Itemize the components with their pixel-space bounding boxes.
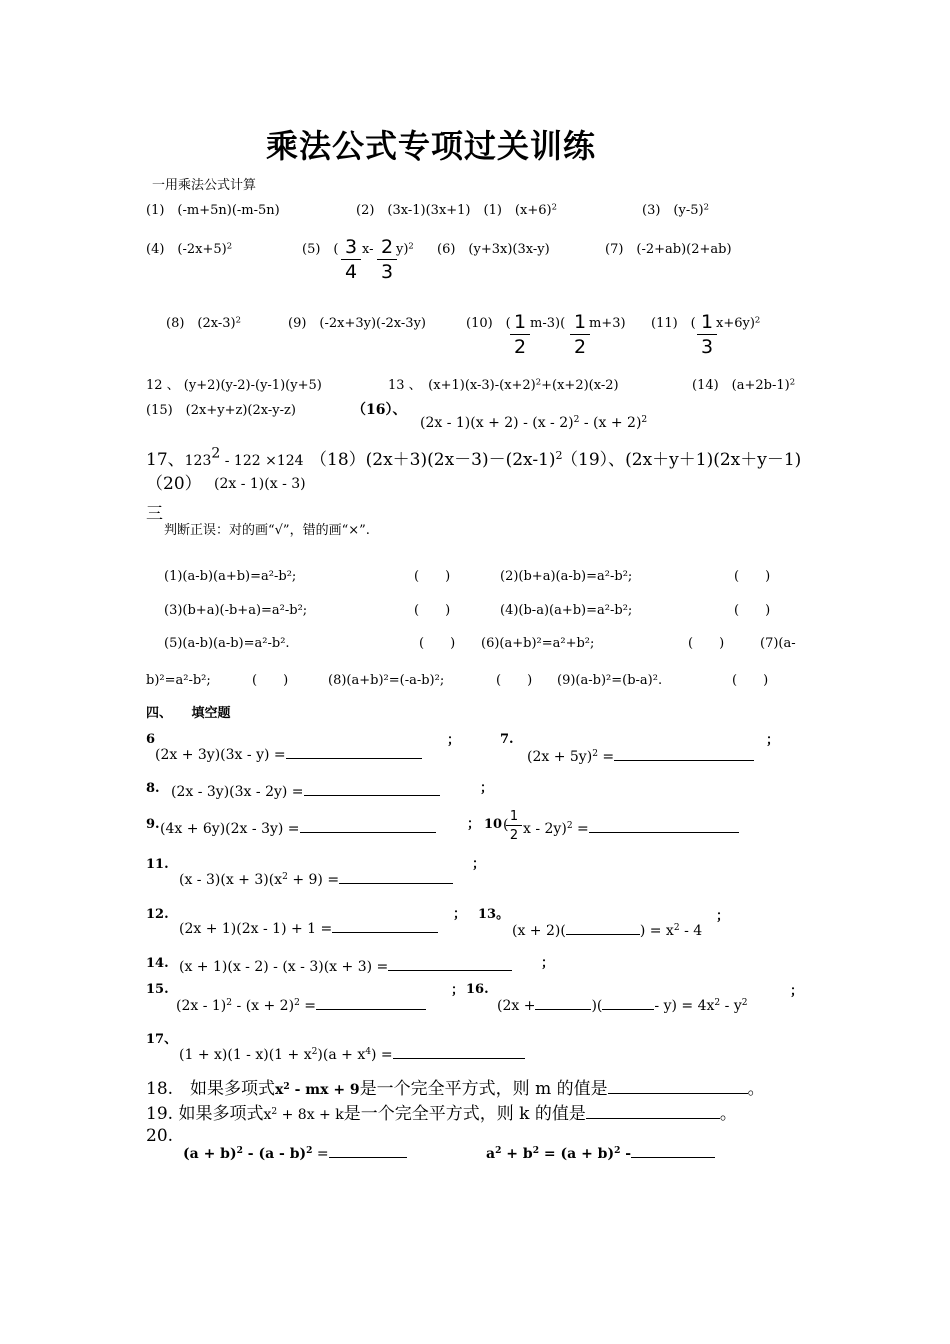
problem-19: （19）、(2x＋y＋1)(2x＋y－1) — [561, 450, 802, 470]
q16-blank-1[interactable] — [535, 995, 591, 1010]
judge-paren-6: ( ) — [688, 636, 725, 651]
problem-17: 17、$123^2 - 122 \times 124$ — [146, 445, 304, 470]
problem-11-post: x+6y)$^2$ — [716, 314, 761, 331]
q11-expr: $(x - 3)(x + 3)(x^2 + 9)$ = — [179, 869, 453, 887]
q15-blank[interactable] — [316, 995, 426, 1010]
q16-blank-2[interactable] — [602, 995, 654, 1010]
judge-paren-4: ( ) — [734, 603, 771, 618]
problem-2: (2) (3x-1)(3x+1) (1) $(x+6)^2$ — [356, 201, 557, 218]
q6-label: 6 — [146, 732, 156, 747]
judge-paren-2: ( ) — [734, 569, 771, 584]
section4-heading: 四、 填空题 — [146, 706, 231, 721]
q20-blank-1[interactable] — [329, 1143, 407, 1158]
fraction-3-4: $\frac{3}{4}$ — [341, 238, 361, 282]
judge-item-9: (9)(a-b)²=(b-a)². — [557, 673, 663, 688]
judge-paren-9: ( ) — [732, 673, 769, 688]
q15-expr: $(2x - 1)^2 - (x + 2)^2$ = — [176, 995, 426, 1013]
judge-paren-3: ( ) — [414, 603, 451, 618]
judge-item-5: (5)(a-b)(a-b)=a²-b². — [164, 636, 290, 651]
problem-11-pre: (11) ( — [651, 316, 696, 331]
q16-label: 16. — [466, 982, 489, 997]
judge-item-3: (3)(b+a)(-b+a)=a²-b²; — [164, 603, 308, 618]
problem-12: 12 、 (y+2)(y-2)-(y-1)(y+5) — [146, 378, 322, 393]
q16-semicolon: ； — [790, 984, 804, 999]
q8-blank[interactable] — [304, 781, 440, 796]
problem-1: (1) (-m+5n)(-m-5n) — [146, 203, 280, 218]
problem-7: (7) (-2+ab)(2+ab) — [605, 242, 732, 257]
problem-16-label: （16）、 — [352, 402, 407, 418]
fraction-1-3: $\frac{1}{3}$ — [697, 313, 717, 357]
q18-blank[interactable] — [608, 1079, 748, 1094]
q12-expr: (2x + 1)(2x - 1) + 1 = — [179, 918, 438, 936]
q13-label: 13。 — [478, 907, 510, 922]
problem-5-pre: (5) ( — [302, 242, 339, 257]
problem-4: (4) $(-2x+5)^2$ — [146, 240, 233, 257]
q14-label: 14. — [146, 956, 169, 971]
q14-expr: (x + 1)(x - 2) - (x - 3)(x + 3) = — [179, 956, 512, 974]
q20-expr-1: $(a + b)^2 - (a - b)^2$ = — [183, 1143, 407, 1161]
q19: 19. 如果多项式$x^2 + 8x + k$是一个完全平方式，则 k 的值是 。 — [146, 1104, 737, 1124]
q8-expr: (2x - 3y)(3x - 2y) = — [171, 781, 440, 799]
q12-label: 12. — [146, 907, 169, 922]
problem-13: 13 、 $(x+1)(x-3)-(x+2)^2+(x+2)(x-2)$ — [388, 376, 619, 393]
q20-expr-2: $a^2 + b^2 = (a + b)^2$ - — [486, 1143, 715, 1161]
q14-blank[interactable] — [388, 956, 512, 971]
q7-expr: $(2x + 5y)^2$ = — [527, 746, 754, 764]
problem-3: (3) $(y-5)^2$ — [642, 201, 709, 218]
q10-label: 10 — [484, 817, 503, 832]
q7-semicolon: ； — [766, 733, 780, 748]
q6-semicolon: ； — [447, 733, 461, 748]
q9-blank[interactable] — [300, 818, 436, 833]
q10-pre: ( — [503, 817, 509, 833]
problem-10-mid: m-3)( — [530, 316, 566, 331]
problem-5-mid: x- — [362, 242, 374, 257]
judge-item-8: (8)(a+b)²=(-a-b)²; — [328, 673, 445, 688]
q13-semicolon: ； — [716, 909, 730, 924]
q20-blank-2[interactable] — [631, 1143, 715, 1158]
q17-label: 17、 — [146, 1032, 178, 1047]
problem-16-expr: $(2x - 1)(x + 2) - (x - 2)^2 - (x + 2)^2$ — [420, 415, 648, 431]
q7-blank[interactable] — [614, 746, 754, 761]
judge-paren-7: ( ) — [252, 673, 289, 688]
fraction-1-2-b: $\frac{1}{2}$ — [570, 313, 590, 357]
problem-14: (14) $(a+2b-1)^2$ — [692, 376, 796, 393]
q13-blank[interactable] — [566, 920, 640, 935]
judge-item-1: (1)(a-b)(a+b)=a²-b²; — [164, 569, 297, 584]
q12-semicolon: ； — [453, 907, 467, 922]
q7-label: 7. — [500, 732, 514, 747]
problem-9: (9) (-2x+3y)(-2x-3y) — [288, 316, 426, 331]
q10-fraction: $\frac{1}{2}$ — [506, 810, 522, 842]
q20-label: 20. — [146, 1126, 174, 1146]
problem-20-expr: (2x - 1)(x - 3) — [214, 476, 306, 492]
judge-item-2: (2)(b+a)(a-b)=a²-b²; — [500, 569, 633, 584]
q16-expr: (2x + )( - $y) = 4x^2 - y^2$ — [497, 995, 748, 1013]
q10-expr: x - 2y)$^2$ = — [523, 818, 739, 836]
judge-item-4: (4)(b-a)(a+b)=a²-b²; — [500, 603, 633, 618]
problem-5-post: y)$^2$ — [396, 240, 414, 257]
q9-expr: (4x + 6y)(2x - 3y) = — [160, 818, 436, 836]
q10-blank[interactable] — [589, 818, 739, 833]
q9-label: 9. — [146, 817, 160, 832]
q19-blank[interactable] — [586, 1104, 720, 1119]
q6-expr: (2x + 3y)(3x - y) = — [155, 744, 422, 762]
problem-10-post: m+3) — [589, 316, 626, 331]
q11-label: 11. — [146, 857, 169, 872]
judge-item-7-cont: b)²=a²-b²; — [146, 673, 211, 688]
judge-item-7: (7)(a- — [760, 636, 796, 651]
problem-10-pre: (10) ( — [466, 316, 511, 331]
fraction-1-2-a: $\frac{1}{2}$ — [510, 313, 530, 357]
q13-expr: (x + 2)( ) = $x^2 - 4$ — [512, 920, 702, 938]
q11-semicolon: ； — [472, 857, 486, 872]
problem-15: (15) (2x+y+z)(2x-y-z) — [146, 403, 296, 418]
judge-paren-1: ( ) — [414, 569, 451, 584]
judge-paren-8: ( ) — [496, 673, 533, 688]
q8-semicolon: ； — [480, 781, 494, 796]
q17-blank[interactable] — [393, 1044, 525, 1059]
section1-heading: 一用乘法公式计算 — [152, 178, 257, 193]
problem-20-label: （20） — [146, 474, 202, 494]
fraction-2-3: $\frac{2}{3}$ — [377, 238, 397, 282]
q12-blank[interactable] — [332, 918, 438, 933]
q15-label: 15. — [146, 982, 169, 997]
q18: 18. 如果多项式$x^2$ - mx + 9是一个完全平方式，则 m 的值是 。 — [146, 1079, 765, 1099]
problem-8: (8) $(2x-3)^2$ — [166, 314, 241, 331]
section3-number: 三 — [146, 504, 163, 524]
q11-blank[interactable] — [339, 869, 453, 884]
judge-item-6: (6)(a+b)²=a²+b²; — [481, 636, 595, 651]
q6-blank[interactable] — [286, 744, 422, 759]
q17-expr: $(1 + x)(1 - x)(1 + x^2)(a + x^4)$ = — [179, 1044, 525, 1062]
q15-semicolon: ； — [451, 983, 465, 998]
problem-18: $(18)(2x+3)(2x-3)-(2x-1)^2$ — [310, 448, 563, 470]
q9-semicolon: ； — [467, 817, 481, 832]
section3-heading: 判断正误：对的画“√”，错的画“×”. — [164, 523, 370, 538]
q8-label: 8. — [146, 781, 160, 796]
judge-paren-5: ( ) — [419, 636, 456, 651]
q14-semicolon: ； — [541, 956, 555, 971]
problem-6: (6) (y+3x)(3x-y) — [437, 242, 550, 257]
page-title: 乘法公式专项过关训练 — [266, 127, 597, 165]
